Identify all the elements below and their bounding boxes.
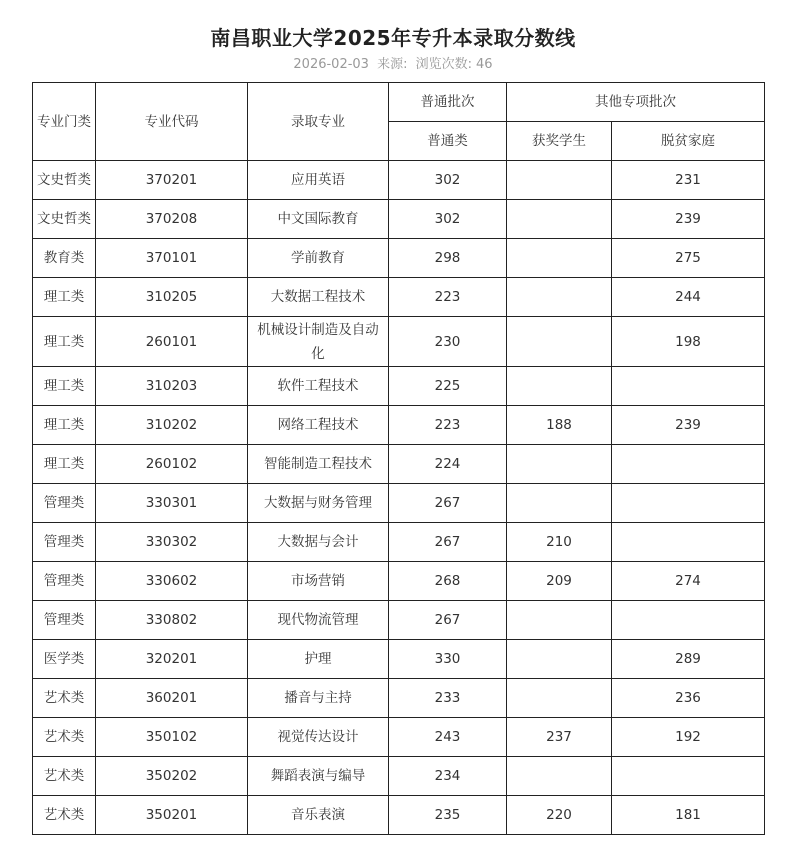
cell-code: 310202 bbox=[96, 406, 248, 445]
cell-poverty-score: 181 bbox=[612, 796, 765, 835]
cell-regular-score: 234 bbox=[389, 757, 507, 796]
table-row bbox=[33, 445, 765, 484]
cell-code: 350202 bbox=[96, 757, 248, 796]
table-row bbox=[33, 239, 765, 278]
cell-category: 艺术类 bbox=[33, 796, 96, 835]
cell-regular-score: 233 bbox=[389, 679, 507, 718]
cell-regular-score: 243 bbox=[389, 718, 507, 757]
cell-category: 理工类 bbox=[33, 406, 96, 445]
table-row bbox=[33, 161, 765, 200]
cell-poverty-score bbox=[612, 757, 765, 796]
cell-award-score bbox=[507, 757, 612, 796]
cell-regular-score: 230 bbox=[389, 317, 507, 367]
cell-poverty-score: 231 bbox=[612, 161, 765, 200]
cell-award-score bbox=[507, 367, 612, 406]
cell-code: 360201 bbox=[96, 679, 248, 718]
cell-poverty-score: 192 bbox=[612, 718, 765, 757]
cell-major: 应用英语 bbox=[248, 161, 389, 200]
table-row bbox=[33, 367, 765, 406]
header-regular-batch: 普通批次 bbox=[389, 83, 507, 122]
cell-code: 320201 bbox=[96, 640, 248, 679]
cell-code: 330301 bbox=[96, 484, 248, 523]
cell-major: 视觉传达设计 bbox=[248, 718, 389, 757]
cell-code: 370101 bbox=[96, 239, 248, 278]
cell-poverty-score: 198 bbox=[612, 317, 765, 367]
cell-major: 学前教育 bbox=[248, 239, 389, 278]
cell-major: 智能制造工程技术 bbox=[248, 445, 389, 484]
cell-code: 260102 bbox=[96, 445, 248, 484]
cell-major: 现代物流管理 bbox=[248, 601, 389, 640]
table-row bbox=[33, 718, 765, 757]
cell-poverty-score: 239 bbox=[612, 406, 765, 445]
cell-poverty-score bbox=[612, 523, 765, 562]
table-row bbox=[33, 406, 765, 445]
table-row bbox=[33, 679, 765, 718]
source-label: 来源: bbox=[377, 57, 408, 72]
table-row bbox=[33, 523, 765, 562]
header-major: 录取专业 bbox=[248, 83, 389, 161]
cell-category: 理工类 bbox=[33, 278, 96, 317]
cell-code: 370201 bbox=[96, 161, 248, 200]
header-row-1 bbox=[33, 83, 765, 122]
table-row bbox=[33, 757, 765, 796]
cell-major: 网络工程技术 bbox=[248, 406, 389, 445]
cell-regular-score: 267 bbox=[389, 484, 507, 523]
views-count: 46 bbox=[476, 57, 493, 72]
cell-category: 艺术类 bbox=[33, 679, 96, 718]
cell-major: 舞蹈表演与编导 bbox=[248, 757, 389, 796]
table-row bbox=[33, 200, 765, 239]
header-regular-type: 普通类 bbox=[389, 122, 507, 161]
cell-poverty-score bbox=[612, 367, 765, 406]
cell-code: 350102 bbox=[96, 718, 248, 757]
cell-award-score bbox=[507, 679, 612, 718]
cell-regular-score: 302 bbox=[389, 200, 507, 239]
cell-award-score bbox=[507, 278, 612, 317]
cell-award-score bbox=[507, 161, 612, 200]
header-award-students: 获奖学生 bbox=[507, 122, 612, 161]
score-table bbox=[32, 82, 765, 835]
cell-regular-score: 225 bbox=[389, 367, 507, 406]
views-label: 浏览次数: bbox=[415, 57, 473, 72]
cell-poverty-score: 244 bbox=[612, 278, 765, 317]
cell-category: 管理类 bbox=[33, 562, 96, 601]
cell-code: 370208 bbox=[96, 200, 248, 239]
cell-award-score: 188 bbox=[507, 406, 612, 445]
cell-regular-score: 223 bbox=[389, 278, 507, 317]
cell-major: 播音与主持 bbox=[248, 679, 389, 718]
cell-regular-score: 298 bbox=[389, 239, 507, 278]
cell-award-score: 210 bbox=[507, 523, 612, 562]
table-row bbox=[33, 317, 765, 367]
cell-award-score bbox=[507, 640, 612, 679]
cell-poverty-score: 236 bbox=[612, 679, 765, 718]
cell-category: 文史哲类 bbox=[33, 200, 96, 239]
cell-code: 310203 bbox=[96, 367, 248, 406]
cell-category: 教育类 bbox=[33, 239, 96, 278]
header-poverty-family: 脱贫家庭 bbox=[612, 122, 765, 161]
table-row bbox=[33, 640, 765, 679]
cell-poverty-score: 239 bbox=[612, 200, 765, 239]
cell-major: 大数据工程技术 bbox=[248, 278, 389, 317]
cell-regular-score: 267 bbox=[389, 523, 507, 562]
cell-code: 330802 bbox=[96, 601, 248, 640]
cell-major: 音乐表演 bbox=[248, 796, 389, 835]
article-meta bbox=[0, 53, 786, 72]
cell-category: 管理类 bbox=[33, 484, 96, 523]
cell-category: 理工类 bbox=[33, 445, 96, 484]
publish-date: 2026-02-03 bbox=[293, 57, 369, 72]
cell-category: 管理类 bbox=[33, 523, 96, 562]
cell-code: 350201 bbox=[96, 796, 248, 835]
cell-category: 艺术类 bbox=[33, 757, 96, 796]
cell-major: 机械设计制造及自动化 bbox=[248, 317, 389, 367]
cell-poverty-score: 275 bbox=[612, 239, 765, 278]
cell-award-score bbox=[507, 445, 612, 484]
cell-major: 中文国际教育 bbox=[248, 200, 389, 239]
cell-poverty-score bbox=[612, 484, 765, 523]
cell-category: 理工类 bbox=[33, 367, 96, 406]
cell-code: 260101 bbox=[96, 317, 248, 367]
cell-category: 文史哲类 bbox=[33, 161, 96, 200]
cell-code: 330302 bbox=[96, 523, 248, 562]
cell-regular-score: 268 bbox=[389, 562, 507, 601]
page-title: 南昌职业大学2025年专升本录取分数线 bbox=[210, 26, 576, 50]
cell-award-score bbox=[507, 601, 612, 640]
cell-award-score bbox=[507, 200, 612, 239]
table-row bbox=[33, 484, 765, 523]
cell-code: 330602 bbox=[96, 562, 248, 601]
cell-major: 护理 bbox=[248, 640, 389, 679]
table-row bbox=[33, 562, 765, 601]
cell-poverty-score: 274 bbox=[612, 562, 765, 601]
header-other-batch: 其他专项批次 bbox=[507, 83, 765, 122]
table-row bbox=[33, 278, 765, 317]
cell-category: 理工类 bbox=[33, 317, 96, 367]
cell-major: 大数据与财务管理 bbox=[248, 484, 389, 523]
cell-major: 市场营销 bbox=[248, 562, 389, 601]
cell-regular-score: 223 bbox=[389, 406, 507, 445]
header-category: 专业门类 bbox=[33, 83, 96, 161]
cell-regular-score: 235 bbox=[389, 796, 507, 835]
cell-poverty-score bbox=[612, 601, 765, 640]
cell-regular-score: 330 bbox=[389, 640, 507, 679]
cell-award-score bbox=[507, 239, 612, 278]
cell-poverty-score: 289 bbox=[612, 640, 765, 679]
cell-category: 管理类 bbox=[33, 601, 96, 640]
cell-award-score: 237 bbox=[507, 718, 612, 757]
cell-award-score: 209 bbox=[507, 562, 612, 601]
cell-regular-score: 267 bbox=[389, 601, 507, 640]
header-code: 专业代码 bbox=[96, 83, 248, 161]
cell-regular-score: 224 bbox=[389, 445, 507, 484]
cell-major: 大数据与会计 bbox=[248, 523, 389, 562]
cell-poverty-score bbox=[612, 445, 765, 484]
cell-code: 310205 bbox=[96, 278, 248, 317]
cell-category: 艺术类 bbox=[33, 718, 96, 757]
cell-category: 医学类 bbox=[33, 640, 96, 679]
cell-regular-score: 302 bbox=[389, 161, 507, 200]
table-row bbox=[33, 796, 765, 835]
cell-award-score: 220 bbox=[507, 796, 612, 835]
cell-award-score bbox=[507, 484, 612, 523]
cell-major: 软件工程技术 bbox=[248, 367, 389, 406]
table-row bbox=[33, 601, 765, 640]
cell-award-score bbox=[507, 317, 612, 367]
